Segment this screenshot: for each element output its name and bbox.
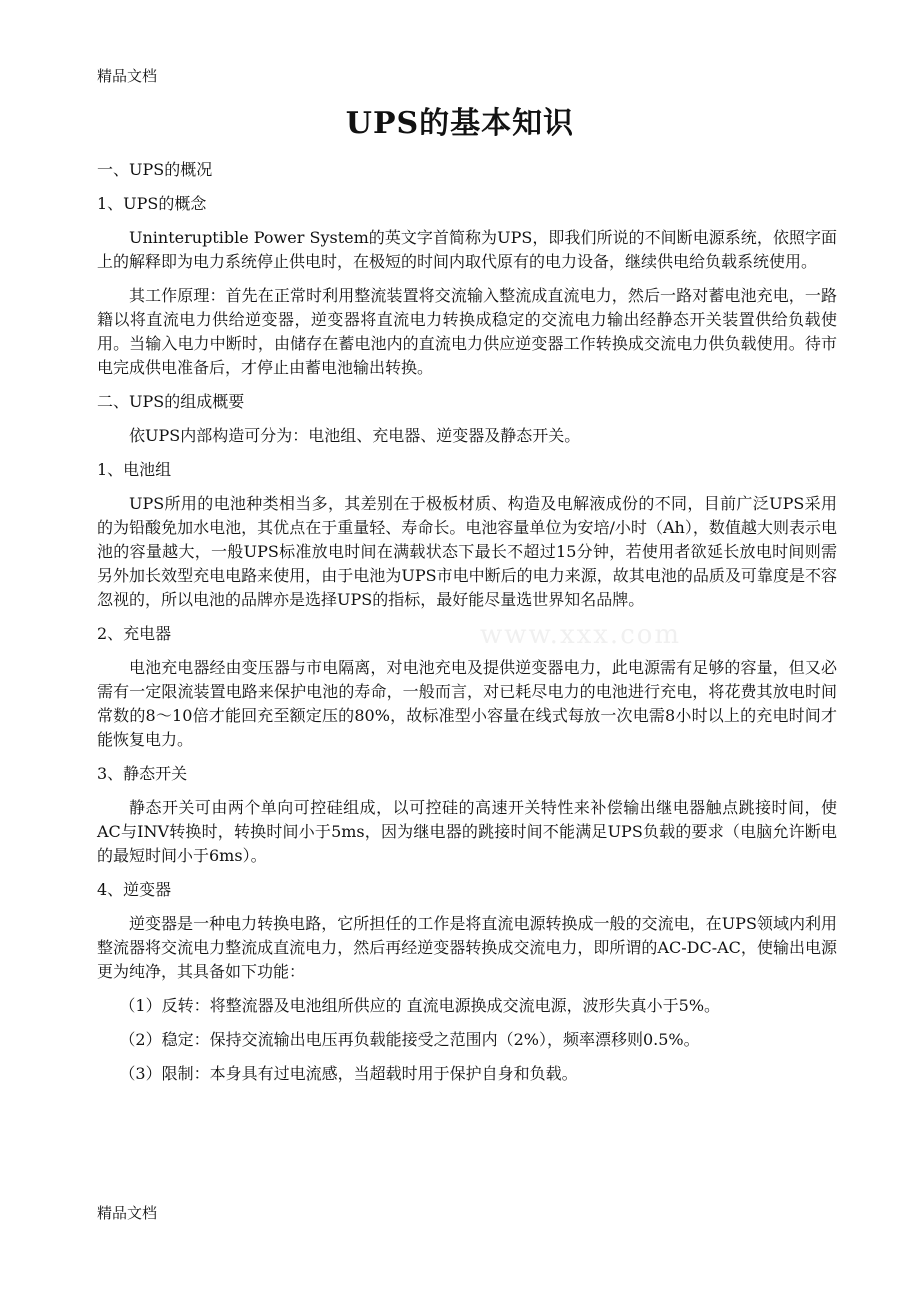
paragraph-static-switch: 静态开关可由两个单向可控硅组成，以可控硅的高速开关特性来补偿输出继电器触点跳接时间，使AC与INV转换时，转换时间小于5ms，因为继电器的跳接时间不能满足UPS负载的要求（电脑允许断电的最短时间小于6ms）。 — [97, 798, 837, 865]
paragraph-battery: UPS所用的电池种类相当多，其差别在于极板材质、构造及电解液成份的不同，目前广泛UPS采用的为铅酸免加水电池，其优点在于重量轻、寿命长。电池容量单位为安培/小时（Ah），数值越大则表示电池的容量越大，一般UPS标准放电时间在满载状态下最长不超过15分钟，若使用者欲延长放电时间则需另外加长效型充电电路来使用，由于电池为UPS市电中断后的电力来源，故其电池的品质及可靠度是不容忽视的，所以电池的品牌亦是选择UPS的指标，最好能尽量选世界知名品牌。 — [97, 494, 837, 609]
list-item-limiting: （3）限制：本身具有过电流感，当超载时用于保护自身和负载。 — [119, 1064, 578, 1083]
section-heading-composition: 二、UPS的组成概要 — [97, 392, 245, 411]
paragraph-inverter: 逆变器是一种电力转换电路，它所担任的工作是将直流电源转换成一般的交流电，在UPS领域内利用整流器将交流电力整流成直流电力，然后再经逆变器转换成交流电力，即所谓的AC-DC-AC，使输出电源更为纯净，其具备如下功能： — [97, 914, 837, 981]
document-title: UPS的基本知识 — [345, 106, 575, 141]
subsection-heading-battery: 1、电池组 — [97, 460, 172, 479]
subsection-heading-static-switch: 3、静态开关 — [97, 764, 188, 783]
section-heading-overview: 一、UPS的概况 — [97, 160, 213, 179]
document-body — [97, 158, 837, 1096]
list-item-stabilization: （2）稳定：保持交流输出电压再负载能接受之范围内（2%），频率漂移则0.5%。 — [119, 1030, 700, 1049]
paragraph-charger: 电池充电器经由变压器与市电隔离，对电池充电及提供逆变器电力，此电源需有足够的容量，但又必需有一定限流装置电路来保护电池的寿命，一般而言，对已耗尽电力的电池进行充电，将花费其放电时间常数的8～10倍才能回充至额定压的80%，故标准型小容量在线式每放一次电需8小时以上的充电时间才能恢复电力。 — [97, 658, 837, 749]
subsection-heading-charger: 2、充电器 — [97, 624, 172, 643]
paragraph-composition-summary: 依UPS内部构造可分为：电池组、充电器、逆变器及静态开关。 — [129, 426, 581, 445]
watermark: www.xxx.com — [480, 620, 682, 650]
subsection-heading-inverter: 4、逆变器 — [97, 880, 172, 899]
page-footer: 精品文档 — [97, 1204, 158, 1222]
subsection-heading-concept: 1、UPS的概念 — [97, 194, 207, 213]
list-item-inversion: （1）反转：将整流器及电池组所供应的 直流电源换成交流电源，波形失真小于5%。 — [119, 996, 721, 1015]
paragraph-working-principle: 其工作原理：首先在正常时利用整流装置将交流输入整流成直流电力，然后一路对蓄电池充电，一路籍以将直流电力供给逆变器，逆变器将直流电力转换成稳定的交流电力输出经静态开关装置供给负载使用。当输入电力中断时，由储存在蓄电池内的直流电力供应逆变器工作转换成交流电力供负载使用。待市电完成供电准备后，才停止由蓄电池输出转换。 — [97, 286, 837, 377]
page-header: 精品文档 — [97, 67, 158, 85]
paragraph-definition: Uninteruptible Power System的英文字首简称为UPS，即我们所说的不间断电源系统，依照字面上的解释即为电力系统停止供电时，在极短的时间内取代原有的电力设备，继续供电给负载系统使用。 — [97, 228, 837, 271]
